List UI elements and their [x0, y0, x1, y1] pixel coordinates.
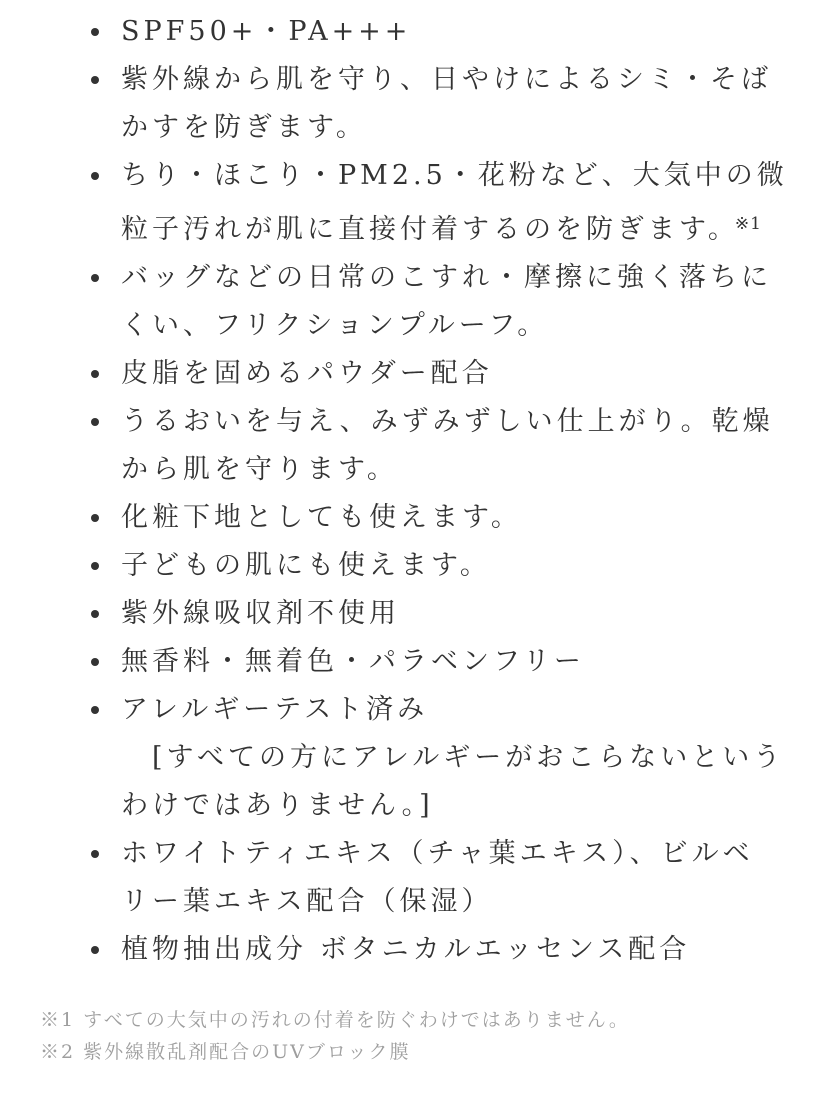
feature-item-friction-proof: [0, 254, 828, 350]
feature-item-moisture: [0, 398, 828, 494]
footnote-2: ※2 紫外線散乱剤配合のUVブロック膜: [40, 1041, 411, 1063]
bullet-icon: [91, 172, 99, 180]
feature-text: ホワイトティエキス（チャ葉エキス）、ビルベ リー葉エキス配合（保湿）: [121, 838, 754, 917]
bullet-icon: [91, 28, 99, 36]
feature-list: [0, 8, 828, 974]
feature-text: 皮脂を固めるパウダー配合: [121, 358, 493, 389]
feature-text: 紫外線から肌を守り、日やけによるシミ・そば かすを防ぎます。: [121, 64, 772, 143]
feature-text: うるおいを与え、みずみずしい仕上がり。乾燥 から肌を守ります。: [121, 406, 774, 485]
bullet-icon: [91, 658, 99, 666]
bullet-icon: [91, 946, 99, 954]
feature-text: 無香料・無着色・パラベンフリー: [121, 646, 585, 677]
feature-text: アレルギーテスト済み [すべての方にアレルギーがおこらないという わけではありません。]: [121, 694, 785, 821]
bullet-icon: [91, 610, 99, 618]
bullet-icon: [91, 418, 99, 426]
feature-text: バッグなどの日常のこすれ・摩擦に強く落ちに くい、フリクションプルーフ。: [121, 262, 772, 341]
feature-item-allergy-tested: [0, 686, 828, 830]
bullet-icon: [91, 274, 99, 282]
feature-item-spf: [0, 8, 828, 56]
bullet-icon: [91, 370, 99, 378]
bullet-icon: [91, 76, 99, 84]
feature-item-extracts: [0, 830, 828, 926]
footnotes: [40, 1004, 828, 1068]
feature-text: SPF50+・PA+++: [121, 16, 412, 47]
feature-item-no-uv-absorber: [0, 590, 828, 638]
feature-item-fragrance-free: [0, 638, 828, 686]
feature-item-children: [0, 542, 828, 590]
feature-item-botanical: [0, 926, 828, 974]
footnote-ref: ※1: [734, 214, 762, 234]
feature-item-uv-protection: [0, 56, 828, 152]
feature-item-sebum-powder: [0, 350, 828, 398]
feature-item-pollution: [0, 152, 828, 254]
bullet-icon: [91, 562, 99, 570]
footnote-1: ※1 すべての大気中の汚れの付着を防ぐわけではありません。: [40, 1009, 630, 1031]
feature-text: 紫外線吸収剤不使用: [121, 598, 400, 629]
bullet-icon: [91, 706, 99, 714]
feature-text: 子どもの肌にも使えます。: [121, 550, 491, 581]
feature-text: 化粧下地としても使えます。: [121, 502, 522, 533]
bullet-icon: [91, 514, 99, 522]
feature-item-primer: [0, 494, 828, 542]
feature-text: 植物抽出成分 ボタニカルエッセンス配合: [121, 934, 691, 965]
feature-text: ちり・ほこり・PM2.5・花粉など、大気中の微 粒子汚れが肌に直接付着するのを防ぎます。: [121, 160, 788, 245]
bullet-icon: [91, 850, 99, 858]
